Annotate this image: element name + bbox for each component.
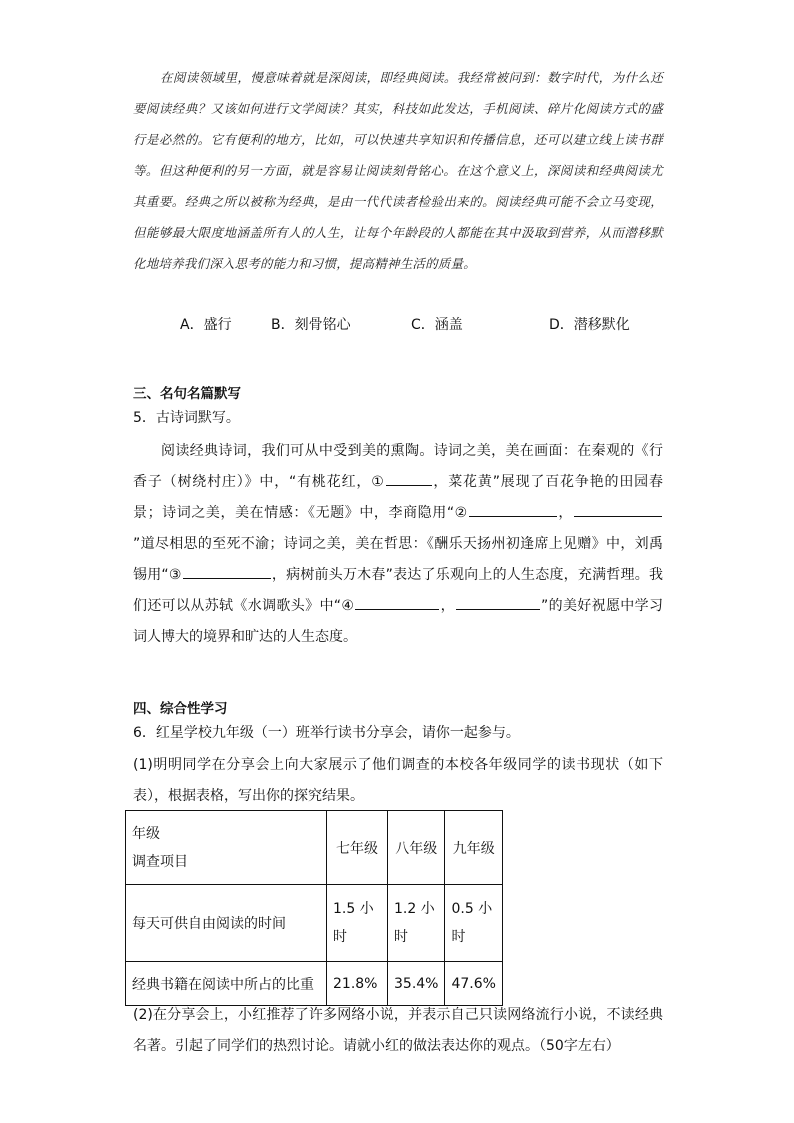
table-row bbox=[126, 885, 503, 962]
question-6-label: 6．红星学校九年级（一）班举行读书分享会，请你一起参与。 bbox=[133, 725, 520, 741]
answer-options bbox=[0, 314, 794, 338]
option-b[interactable]: B．刻骨铭心 bbox=[271, 317, 351, 333]
row-label-ratio: 经典书籍在阅读中所占的比重 bbox=[126, 962, 327, 1006]
section-4-heading: 四、综合性学习 bbox=[133, 701, 228, 717]
blank-4b[interactable] bbox=[456, 593, 540, 610]
sub-question-1: (1)明明同学在分享会上向大家展示了他们调查的本校各年级同学的读书现状（如下表），根据表格，写出你的探究结果。 bbox=[133, 757, 663, 804]
poetry-text-5: ，病树前头万木春”表达了乐观向上的人生态度，充满哲理。我们还可以从苏轼《水调歌头》中“ bbox=[133, 567, 663, 614]
cell-ratio-8: 35.4% bbox=[388, 962, 445, 1006]
col-header-7: 七年级 bbox=[327, 811, 388, 885]
cell-time-7: 1.5 小时 bbox=[327, 885, 388, 962]
blank-3[interactable] bbox=[183, 562, 271, 579]
poetry-text-6: ， bbox=[440, 598, 455, 614]
section-3-heading: 三、名句名篇默写 bbox=[133, 386, 241, 402]
blank-marker-2: ② bbox=[454, 505, 468, 521]
cell-time-8: 1.2 小时 bbox=[388, 885, 445, 962]
cell-ratio-9: 47.6% bbox=[445, 962, 502, 1006]
table-row bbox=[126, 962, 503, 1006]
question-5-label: 5．古诗词默写。 bbox=[133, 410, 240, 426]
row-label-time: 每天可供自由阅读的时间 bbox=[126, 885, 327, 962]
corner-bottom-label: 调查项目 bbox=[132, 853, 188, 870]
reading-passage: 在阅读领域里，慢意味着就是深阅读，即经典阅读。我经常被问到：数字时代，为什么还要阅读经典？又该如何进行文学阅读？其实，科技如此发达，手机阅读、碎片化阅读方式的盛行是必然的。它有便利的地方，比如，可以快速共享知识和传播信息，还可以建立线上读书群等。但这种便利的另一方面，就是容易让阅读刻骨铭心。在这个意义上，深阅读和经典阅读尤其重要。经典之所以被称为经典，是由一代代读者检验出来的。阅读经典可能不会立马变现，但能够最大限度地涵盖所有人的人生，让每个年龄段的人都能在其中汲取到营养，从而潜移默化地培养我们深入思考的能力和习惯，提高精神生活的质量。 bbox=[133, 70, 663, 271]
poetry-text-3: ， bbox=[557, 505, 573, 521]
sub-question-2: (2)在分享会上，小红推荐了许多网络小说，并表示自己只读网络流行小说，不读经典名著。引起了同学们的热烈讨论。请就小红的做法表达你的观点。（50字左右） bbox=[133, 1007, 663, 1054]
reading-survey-table bbox=[125, 810, 503, 1006]
blank-2b[interactable] bbox=[574, 500, 662, 517]
blank-marker-3: ③ bbox=[168, 567, 182, 583]
blank-marker-4: ④ bbox=[341, 598, 355, 614]
table-corner-cell bbox=[126, 811, 327, 885]
cell-time-9: 0.5 小时 bbox=[445, 885, 502, 962]
col-header-8: 八年级 bbox=[388, 811, 445, 885]
blank-4a[interactable] bbox=[355, 593, 439, 610]
poetry-text-4: ”道尽相思的至死不渝；诗词之美，美在哲思：《酬乐天扬州初逢席上见赠》中，刘禹锡用“ bbox=[133, 536, 663, 583]
poetry-text-1: 阅读经典诗词，我们可从中受到美的熏陶。诗词之美，美在画面：在秦观的《行香子（树绕村庄）》中，“有桃花红， bbox=[133, 443, 663, 490]
option-c[interactable]: C．涵盖 bbox=[411, 317, 463, 333]
blank-marker-1: ① bbox=[371, 474, 385, 490]
corner-top-label: 年级 bbox=[132, 825, 160, 842]
cell-ratio-7: 21.8% bbox=[327, 962, 388, 1006]
option-d[interactable]: D．潜移默化 bbox=[549, 317, 630, 333]
poetry-paragraph bbox=[133, 436, 663, 653]
option-a[interactable]: A．盛行 bbox=[180, 317, 232, 333]
table-header-row bbox=[126, 811, 503, 885]
poetry-text-2: ，菜花黄”展现了百花争艳的田园春景；诗词之美，美在情感：《无题》中，李商隐用“ bbox=[133, 474, 663, 521]
blank-1[interactable] bbox=[386, 469, 432, 486]
col-header-9: 九年级 bbox=[445, 811, 502, 885]
poetry-text-7: ”的美好祝愿中学习词人博大的境界和旷达的人生态度。 bbox=[133, 598, 663, 645]
blank-2a[interactable] bbox=[469, 500, 557, 517]
